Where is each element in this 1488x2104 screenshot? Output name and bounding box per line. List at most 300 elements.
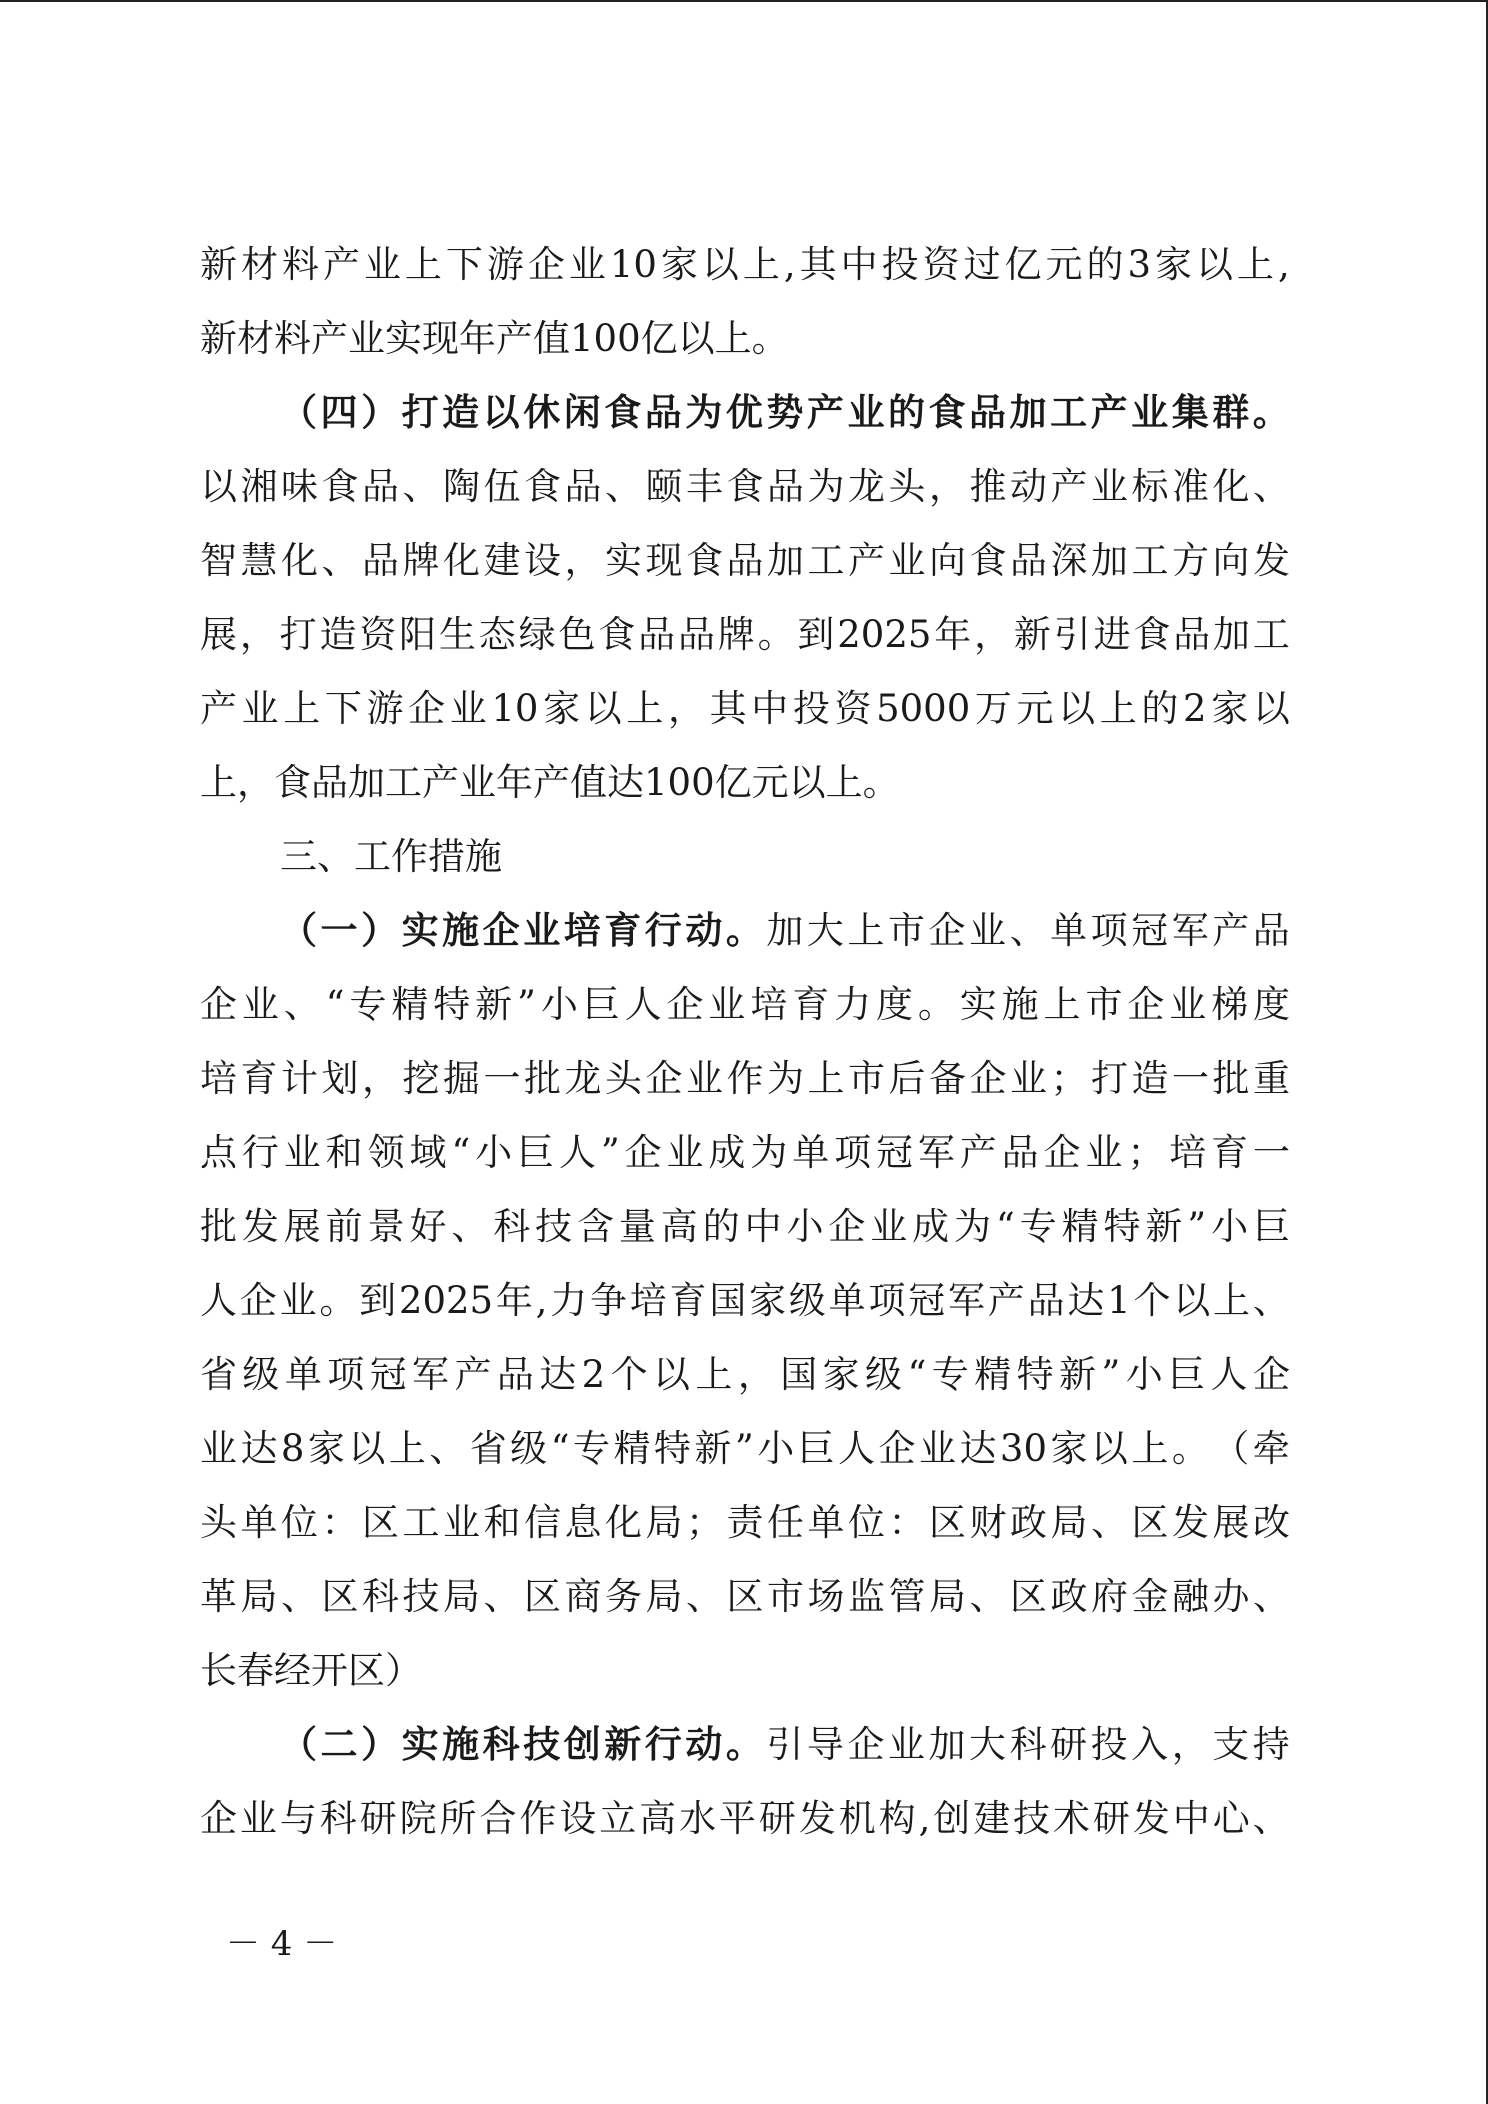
text-glyph: 加 [1091,539,1128,582]
text-glyph: 国 [780,1353,818,1396]
text-glyph: 以 [1196,243,1234,286]
text-glyph: 以 [1058,687,1096,730]
text-glyph: 行 [644,909,682,952]
text-glyph: 技 [402,1575,440,1618]
text-glyph: 工 [402,1501,440,1544]
text-glyph: 丰 [686,465,723,508]
text-glyph: 上 [742,243,780,286]
text-glyph: 办 [1212,1575,1250,1618]
text-glyph: 新 [200,317,237,360]
text-glyph: 以 [788,761,826,804]
text-glyph: 企 [847,1723,885,1766]
text-glyph: 批 [200,1205,237,1248]
text-glyph: 年 [459,317,496,360]
text-glyph: 品 [767,465,804,508]
text-glyph: 绿 [518,613,556,656]
text-glyph: 优 [725,391,763,434]
text-glyph: 料 [274,317,311,360]
text-glyph: 科 [362,1575,399,1618]
text-glyph: 闲 [563,391,601,434]
text-glyph: 新 [1013,613,1051,656]
text-glyph: 业 [459,761,496,804]
text-glyph: 国 [709,1279,747,1322]
text-glyph: 企 [666,983,704,1026]
text-glyph: 施 [442,909,480,952]
text-glyph: 的 [702,1205,740,1248]
text-glyph: 区 [362,1501,399,1544]
text-glyph: 8 [280,1427,305,1470]
text-glyph: 100 [644,761,715,804]
text-glyph: ： [888,1501,926,1544]
text-glyph: 管 [888,1575,926,1618]
text-glyph: 业 [239,1797,277,1840]
text-glyph: 省 [200,1353,237,1396]
text-glyph: 品 [726,539,764,582]
text-glyph: ， [239,613,277,656]
text-glyph: 特 [653,1427,691,1470]
text-glyph: 长 [200,1649,237,1692]
text-glyph: 大 [969,1723,1007,1766]
text-glyph: 上 [714,317,752,360]
text-glyph: 任 [767,1501,804,1544]
text-glyph: 达 [240,1427,278,1470]
text-glyph: 家 [660,243,698,286]
text-glyph: 心 [1212,1797,1250,1840]
text-glyph: 企 [969,1057,1007,1100]
document-body [200,228,1290,1856]
text-glyph: 方 [1172,539,1209,582]
text-glyph: 以 [482,391,520,434]
text-glyph: 入 [1131,1723,1169,1766]
text-glyph: , [1277,243,1290,286]
text-glyph: 巨 [1253,1205,1290,1248]
text-glyph: 经 [274,1649,311,1692]
text-glyph: 市 [848,1057,885,1100]
text-glyph: 10 [609,243,657,286]
text-glyph: （ [280,1723,317,1766]
text-glyph: 食 [274,761,311,804]
text-glyph: 责 [726,1501,764,1544]
text-glyph: 牵 [1252,1427,1290,1470]
text-glyph: 、 [1009,909,1047,952]
text-glyph: 展 [283,1205,321,1248]
text-glyph: 位 [848,1501,885,1544]
text-glyph: 业 [708,983,746,1026]
text-glyph: 。 [319,1279,357,1322]
text-glyph: 上 [388,1427,426,1470]
text-glyph: 。 [917,983,955,1026]
text-glyph: 机 [838,1797,876,1840]
paragraph-line [200,1560,1290,1634]
text-glyph: 年 [496,761,533,804]
text-glyph: 业 [919,1427,956,1470]
chapter-heading-text: 三、工作措施 [280,835,502,878]
text-glyph: 家 [543,687,581,730]
text-glyph: 息 [564,1501,602,1544]
text-glyph: 打 [401,391,439,434]
text-glyph: 领 [367,1131,405,1174]
text-glyph: 品 [677,613,715,656]
text-glyph: 行 [644,1723,682,1766]
text-glyph: 值 [533,317,570,360]
text-glyph: 动 [1010,465,1047,508]
text-glyph: 品 [1027,1279,1065,1322]
text-glyph: 家 [1155,243,1193,286]
text-glyph: 局 [443,1575,480,1618]
section-heading-one [200,894,1290,968]
text-glyph: 人 [200,1279,237,1322]
text-glyph: 创 [563,1723,601,1766]
text-glyph: “ [995,1205,1015,1248]
text-glyph: 企 [1127,983,1165,1026]
text-glyph: 量 [618,1205,656,1248]
text-glyph: 单 [807,1501,845,1544]
text-glyph: 企 [200,1797,237,1840]
text-glyph: 实 [959,983,997,1026]
text-glyph: 发 [1253,539,1290,582]
text-glyph: 产 [1212,909,1250,952]
text-glyph: 过 [963,243,1001,286]
text-glyph: 伍 [483,465,521,508]
text-glyph: 元 [1016,687,1054,730]
text-glyph: 、 [1253,1575,1290,1618]
text-glyph: 项 [868,1279,906,1322]
text-glyph: 省 [469,1427,507,1470]
text-glyph: 度 [875,983,913,1026]
text-glyph: 为 [807,465,845,508]
text-glyph: 新 [694,1427,732,1470]
text-glyph: 食 [524,465,561,508]
text-glyph: 科 [319,1797,357,1840]
text-glyph: 研 [1050,1723,1088,1766]
text-glyph: 食 [686,539,723,582]
text-glyph: 争 [589,1279,627,1322]
text-glyph: 以 [1173,1279,1211,1322]
text-glyph: 色 [558,613,596,656]
text-glyph: 2 [1183,687,1207,730]
text-glyph: 达 [539,1353,577,1396]
text-glyph: 政 [1050,1575,1088,1618]
text-glyph: 以 [1252,687,1290,730]
text-glyph: 含 [577,1205,615,1248]
text-glyph: 动 [685,909,723,952]
text-glyph: 科 [482,1723,520,1766]
text-glyph: , [783,243,796,286]
text-glyph: 特 [1103,1205,1141,1248]
text-glyph: 食 [1133,613,1171,656]
text-glyph: 发 [1132,1797,1170,1840]
text-glyph: 业 [888,539,926,582]
text-glyph: 合 [479,1797,517,1840]
text-glyph: 、 [402,465,440,508]
text-glyph: 业 [241,687,279,730]
text-glyph: 局 [929,1575,966,1618]
text-glyph: 10 [491,687,539,730]
text-glyph: 亿 [1004,243,1042,286]
text-glyph: 业 [847,391,885,434]
text-glyph: 精 [613,1427,651,1470]
text-glyph: 研 [758,1797,796,1840]
text-glyph: 。 [725,909,763,952]
text-glyph: 品 [969,391,1007,434]
text-glyph: 以 [348,1427,386,1470]
text-glyph: 导 [806,1723,844,1766]
text-glyph: 区 [348,1649,385,1692]
text-glyph: ， [667,687,705,730]
text-glyph: 进 [1093,613,1131,656]
text-glyph: “ [550,1427,570,1470]
text-glyph: 科 [1009,1723,1047,1766]
text-glyph: ， [237,761,274,804]
text-glyph: 专 [573,1427,610,1470]
text-glyph: 支 [1212,1723,1250,1766]
text-glyph: ， [1171,1723,1209,1766]
text-glyph: 以 [200,465,237,508]
text-glyph: 重 [1253,1057,1290,1100]
text-glyph: 人 [624,983,662,1026]
text-glyph: 业 [348,317,385,360]
text-glyph: 业 [1091,465,1128,508]
section-heading-four [200,376,1290,450]
text-glyph: ” [1101,1353,1121,1396]
text-glyph: 业 [686,1057,723,1100]
text-glyph: 品 [311,761,348,804]
text-glyph: 达 [959,1427,997,1470]
text-glyph: ； [1050,1057,1088,1100]
text-glyph: 研 [1092,1797,1130,1840]
text-glyph: 业 [241,983,279,1026]
text-glyph: 业 [283,1131,321,1174]
paragraph-line [200,1190,1290,1264]
text-glyph: 加 [767,539,804,582]
paragraph-line [200,1042,1290,1116]
text-glyph: 以 [701,243,739,286]
page-border-top [0,0,1488,2]
text-glyph: 军 [917,1131,955,1174]
text-glyph: 实 [401,1723,439,1766]
text-glyph: 企 [1043,1131,1081,1174]
text-glyph: 技 [1013,1797,1051,1840]
text-glyph: 龙 [564,1057,602,1100]
text-glyph: 务 [605,1575,642,1618]
text-glyph: 、 [686,1575,723,1618]
text-glyph: ” [517,983,536,1026]
text-glyph: 单 [240,1501,278,1544]
text-glyph: 业 [666,1131,704,1174]
text-glyph: 区 [929,1501,966,1544]
text-glyph: 业 [279,1279,317,1322]
text-glyph: 巨 [1168,1353,1206,1396]
text-glyph: ； [1127,1131,1165,1174]
text-glyph: 育 [1211,1131,1249,1174]
text-glyph: 工 [1252,613,1290,656]
text-glyph: 化 [605,1501,642,1544]
text-glyph: 以 [584,687,622,730]
text-glyph: 的 [1141,687,1179,730]
text-glyph: 个 [1133,1279,1171,1322]
text-glyph: ； [686,1501,723,1544]
text-glyph: 食 [598,613,636,656]
text-glyph: 育 [669,1279,707,1322]
text-glyph: 力 [834,983,872,1026]
text-glyph: 平 [718,1797,756,1840]
paragraph-line [200,1338,1290,1412]
text-glyph: 资 [922,243,960,286]
text-glyph: 发 [1172,1501,1209,1544]
text-glyph: 培 [629,1279,667,1322]
text-glyph: 企 [239,1279,277,1322]
text-glyph: 新 [475,983,513,1026]
text-glyph: 开 [311,1649,348,1692]
text-glyph: 建 [483,539,521,582]
text-glyph: 2025 [837,613,932,656]
text-glyph: 品 [638,613,676,656]
text-glyph: 精 [391,983,429,1026]
text-glyph: 企 [408,687,446,730]
text-glyph: 态 [478,613,516,656]
text-glyph: 特 [1016,1353,1054,1396]
text-glyph: 级 [865,1353,903,1396]
text-glyph: 产 [848,539,885,582]
text-glyph: 。 [725,1723,763,1766]
text-glyph: 的 [1086,243,1124,286]
text-glyph: 人 [838,1427,876,1470]
text-glyph: 工 [1050,391,1088,434]
text-glyph: 项 [834,1131,872,1174]
text-glyph: 中 [744,1205,782,1248]
text-glyph: 财 [969,1501,1007,1544]
text-glyph: 、 [321,539,359,582]
text-glyph: 家 [1050,1427,1088,1470]
text-glyph: 技 [523,1723,561,1766]
text-glyph: 企 [928,909,966,952]
text-glyph: 科 [493,1205,531,1248]
text-glyph: 食 [321,465,359,508]
text-glyph: 一 [1172,1057,1209,1100]
text-glyph: 单 [792,1131,830,1174]
text-glyph: 化 [443,539,480,582]
text-glyph: ） [361,1723,399,1766]
text-glyph: 区 [1131,1501,1169,1544]
text-glyph: 为 [685,391,723,434]
text-glyph: 春 [237,1649,274,1692]
text-glyph: ） [361,909,399,952]
text-glyph: 改 [1253,1501,1290,1544]
text-glyph: 、 [1252,1797,1290,1840]
text-glyph: （ [1212,1427,1250,1470]
text-glyph: 颐 [645,465,683,508]
text-glyph: 头 [888,465,926,508]
text-glyph: 景 [367,1205,405,1248]
text-glyph: ” [600,1131,620,1174]
text-glyph: 施 [442,1723,480,1766]
text-glyph: 革 [200,1575,237,1618]
text-glyph: 引 [766,1723,804,1766]
text-glyph: 术 [1053,1797,1091,1840]
text-glyph: 造 [319,613,357,656]
text-glyph: 陶 [443,465,480,508]
text-glyph: 100 [570,317,641,360]
text-glyph: 产 [806,391,844,434]
paragraph-line [200,672,1290,746]
text-glyph: 金 [1131,1575,1169,1618]
text-glyph: 企 [200,983,237,1026]
paragraph-line [200,1634,1290,1708]
text-glyph: 产 [959,1131,997,1174]
text-glyph: 值 [570,761,607,804]
text-glyph: 上 [200,761,237,804]
text-glyph: 势 [766,391,804,434]
text-glyph: 味 [281,465,318,508]
text-glyph: 亿 [714,761,752,804]
text-glyph: 小 [540,983,578,1026]
text-glyph: 投 [1090,1723,1128,1766]
text-glyph: 品 [1173,613,1211,656]
text-glyph: 企 [624,1131,662,1174]
text-glyph: 巨 [582,983,620,1026]
text-glyph: 、 [1252,1279,1290,1322]
text-glyph: 龙 [848,465,885,508]
text-glyph: 慧 [240,539,278,582]
text-glyph: （ [280,391,317,434]
text-glyph: ” [1187,1205,1207,1248]
text-glyph: 游 [486,243,524,286]
text-glyph: 食 [928,391,966,434]
text-glyph: 打 [279,613,317,656]
text-glyph: 的 [887,391,925,434]
text-glyph: 上 [1213,1279,1251,1322]
text-glyph: “ [325,983,345,1026]
text-glyph: 小 [475,1131,513,1174]
text-glyph: 育 [240,1057,278,1100]
text-glyph: 院 [399,1797,437,1840]
text-glyph: 批 [1212,1057,1250,1100]
text-glyph: 区 [1010,1575,1047,1618]
text-glyph: 投 [881,243,919,286]
text-glyph: 大 [806,909,844,952]
text-glyph: 上 [404,243,442,286]
text-glyph: 级 [510,1427,548,1470]
text-glyph: ” [734,1427,754,1470]
text-glyph: 。 [751,317,789,360]
text-glyph: 化 [281,539,318,582]
text-glyph: 材 [240,243,278,286]
text-glyph: 设 [559,1797,597,1840]
text-glyph: 资 [359,613,397,656]
text-glyph: 一 [1253,1131,1290,1174]
text-glyph: 实 [401,909,439,952]
text-glyph: 项 [327,1353,365,1396]
text-glyph: 上 [626,687,664,730]
text-glyph: 人 [558,1131,596,1174]
text-glyph: 新 [1059,1353,1096,1396]
text-glyph: 上 [283,687,321,730]
text-glyph: 3 [1127,243,1152,286]
paragraph-line [200,302,1290,376]
text-glyph: 引 [1053,613,1091,656]
text-glyph: 业 [870,1205,908,1248]
text-glyph: 设 [524,539,561,582]
text-glyph: 牌 [402,539,440,582]
text-glyph: 行 [241,1131,279,1174]
paragraph-line [200,598,1290,672]
text-glyph: 一 [320,909,358,952]
text-glyph: 造 [442,391,480,434]
text-glyph: 局 [645,1501,683,1544]
text-glyph: 头 [605,1057,642,1100]
text-glyph: 域 [409,1131,447,1174]
text-glyph: 、 [483,1575,521,1618]
